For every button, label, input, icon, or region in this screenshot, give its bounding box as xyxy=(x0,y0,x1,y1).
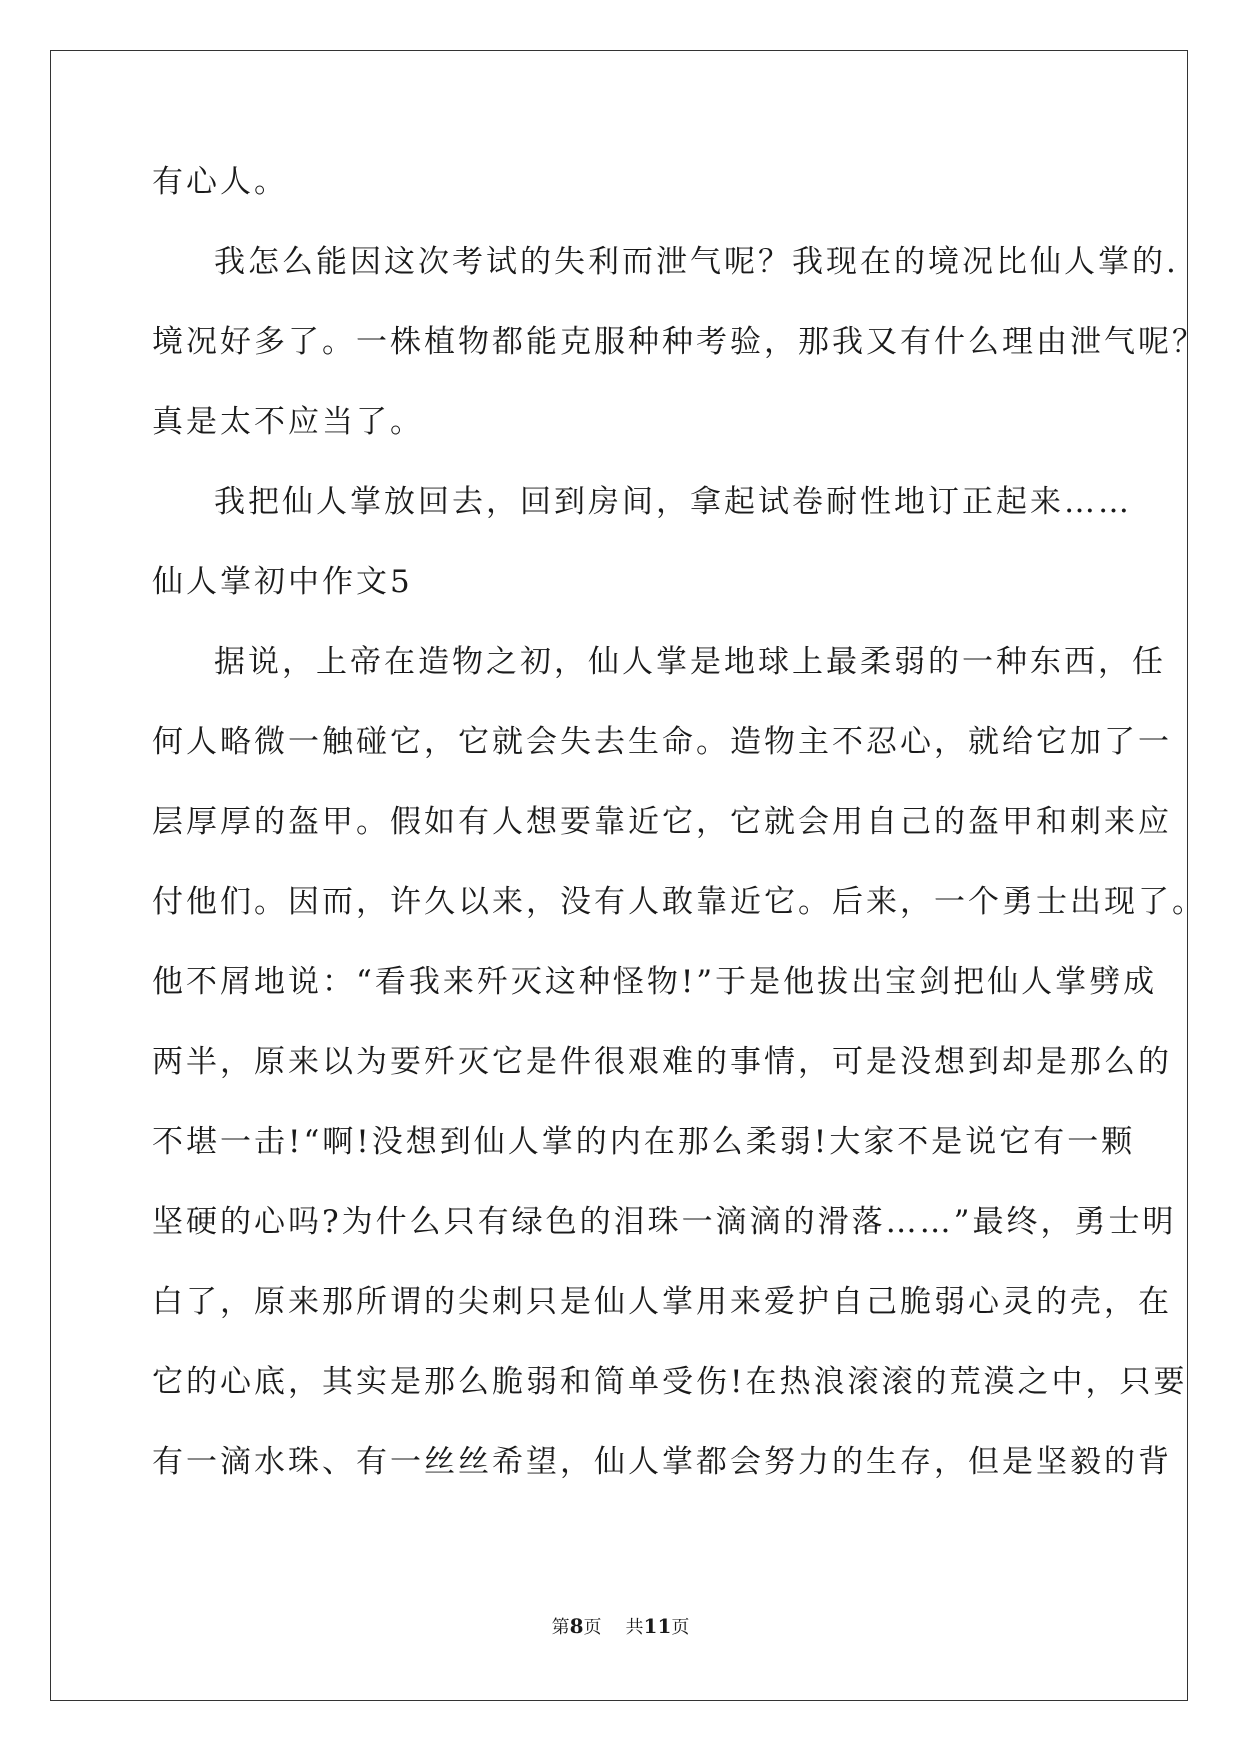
text-line: 它的心底，其实是那么脆弱和简单受伤!在热浪滚滚的荒漠之中，只要 xyxy=(152,1364,1188,1400)
paragraph-start: 我把仙人掌放回去，回到房间，拿起试卷耐性地订正起来…… xyxy=(214,484,1132,520)
text-line: 有一滴水珠、有一丝丝希望，仙人掌都会努力的生存，但是坚毅的背 xyxy=(152,1444,1172,1480)
page-suffix: 页 xyxy=(583,1617,602,1638)
paragraph-start: 我怎么能因这次考试的失利而泄气呢？我现在的境况比仙人掌的. xyxy=(214,244,1179,280)
text-line: 付他们。因而，许久以来，没有人敢靠近它。后来，一个勇士出现了。 xyxy=(152,884,1206,920)
page-number: 8 xyxy=(569,1614,584,1638)
text-line: 他不屑地说：“看我来歼灭这种怪物!”于是他拔出宝剑把仙人掌劈成 xyxy=(152,964,1158,1000)
text-line: 坚硬的心吗?为什么只有绿色的泪珠一滴滴的滑落……”最终，勇士明 xyxy=(152,1204,1177,1240)
paragraph-start: 据说，上帝在造物之初，仙人掌是地球上最柔弱的一种东西，任 xyxy=(214,644,1166,680)
total-prefix: 共 xyxy=(625,1617,644,1638)
section-heading: 仙人掌初中作文5 xyxy=(152,564,413,600)
page-prefix: 第 xyxy=(551,1617,570,1638)
text-line: 境况好多了。一株植物都能克服种种考验，那我又有什么理由泄气呢？ xyxy=(152,324,1206,360)
text-line: 真是太不应当了。 xyxy=(152,404,424,440)
page-footer xyxy=(0,1615,1241,1639)
total-pages: 11 xyxy=(643,1614,672,1638)
text-line: 何人略微一触碰它，它就会失去生命。造物主不忍心，就给它加了一 xyxy=(152,724,1172,760)
total-suffix: 页 xyxy=(671,1617,690,1638)
text-line: 有心人。 xyxy=(152,164,288,200)
text-line: 白了，原来那所谓的尖刺只是仙人掌用来爱护自己脆弱心灵的壳，在 xyxy=(152,1284,1172,1320)
text-line: 不堪一击!“啊!没想到仙人掌的内在那么柔弱!大家不是说它有一颗 xyxy=(152,1124,1136,1160)
text-line: 两半，原来以为要歼灭它是件很艰难的事情，可是没想到却是那么的 xyxy=(152,1044,1172,1080)
document-body xyxy=(152,163,1206,1523)
text-line: 层厚厚的盔甲。假如有人想要靠近它，它就会用自己的盔甲和刺来应 xyxy=(152,804,1172,840)
